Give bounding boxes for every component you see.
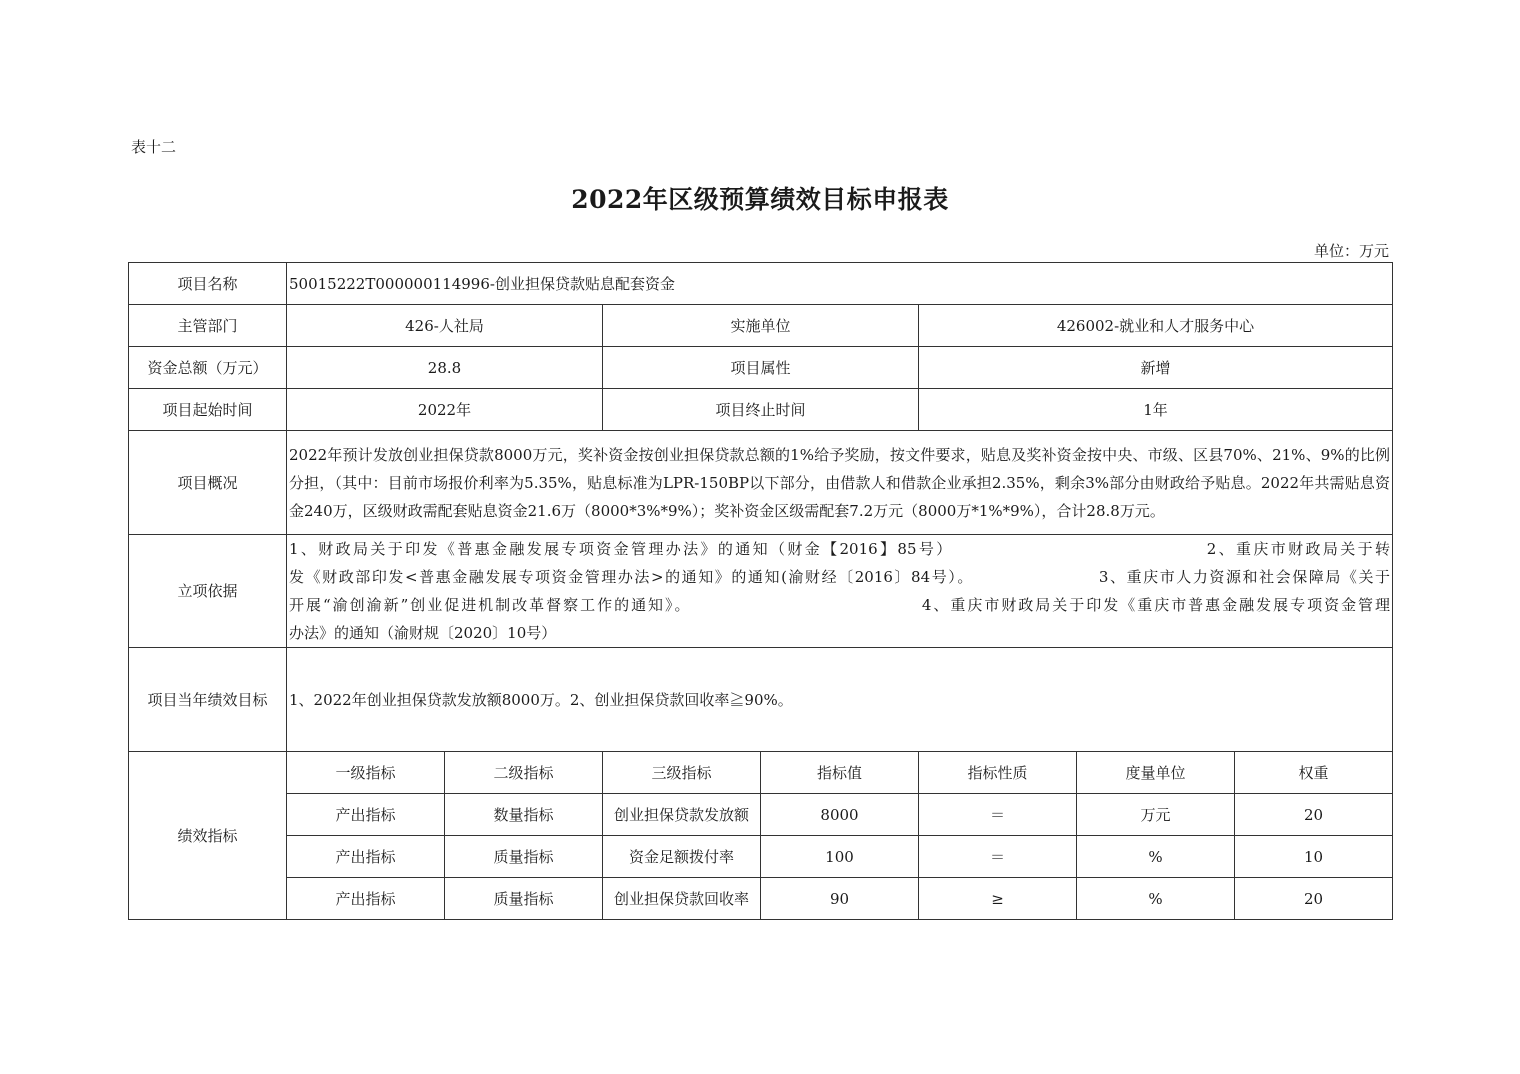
goal-label: 项目当年绩效目标 [129,648,287,752]
document-title: 2022年区级预算绩效目标申报表 [571,185,949,214]
start-time-label: 项目起始时间 [129,389,287,431]
indicator-header-cell: 度量单位 [1077,752,1235,794]
row-overview [129,431,1393,535]
implementing-unit-label: 实施单位 [603,305,919,347]
start-time-value: 2022年 [287,389,603,431]
indicator-cell: 质量指标 [445,836,603,878]
indicator-cell: ＝ [919,836,1077,878]
end-time-label: 项目终止时间 [603,389,919,431]
indicators-section-label: 绩效指标 [129,752,287,920]
department-label: 主管部门 [129,305,287,347]
indicator-cell: 创业担保贷款回收率 [603,878,761,920]
indicator-cell: 质量指标 [445,878,603,920]
project-attribute-value: 新增 [919,347,1393,389]
project-attribute-label: 项目属性 [603,347,919,389]
unit-note: 单位：万元 [1313,242,1389,260]
indicator-header-cell: 权重 [1235,752,1393,794]
indicator-cell: 10 [1235,836,1393,878]
project-name-label: 项目名称 [129,263,287,305]
basis-line: 办法》的通知（渝财规〔2020〕10号） [289,624,557,642]
basis-line: 开展“渝创渝新”创业促进机制改革督察工作的通知》。 4、重庆市财政局关于印发《重庆市普惠金融发展专项资金管理 [289,596,1391,614]
basis-line: 1、财政局关于印发《普惠金融发展专项资金管理办法》的通知（财金【2016】85号） 2、重庆市财政局关于转 [289,540,1391,558]
indicator-cell: 90 [761,878,919,920]
indicator-cell: ＝ [919,794,1077,836]
indicator-cell: ≥ [919,878,1077,920]
row-project-name [129,263,1393,305]
overview-text: 2022年预计发放创业担保贷款8000万元，奖补资金按创业担保贷款总额的1%给予奖励，按文件要求，贴息及奖补资金按中央、市级、区县70%、21%、9%的比例分担，（其中：目前市场报价利率为5.35%，贴息标准为LPR-150BP以下部分，由借款人和借款企业承担2.35%，剩余3%部分由财政给予贴息。2022年共需贴息资金240万，区级财政需配套贴息资金21.6万（8000*3%*9%）；奖补资金区级需配套7.2万元（8000万*1%*9%），合计28.8万元。 [287,431,1393,535]
indicator-cell: % [1077,836,1235,878]
indicator-cell: 100 [761,836,919,878]
row-goal [129,648,1393,752]
indicator-cell: 产出指标 [287,878,445,920]
indicator-cell: 产出指标 [287,794,445,836]
row-basis [129,535,1393,648]
indicator-header-cell: 指标性质 [919,752,1077,794]
table-number: 表十二 [131,138,177,156]
indicator-row [129,836,1393,878]
indicator-cell: 8000 [761,794,919,836]
indicator-cell: 数量指标 [445,794,603,836]
department-value: 426-人社局 [287,305,603,347]
indicator-row [129,794,1393,836]
indicator-cell: 万元 [1077,794,1235,836]
row-department [129,305,1393,347]
indicator-cell: % [1077,878,1235,920]
basis-text [287,535,1393,648]
fund-total-label: 资金总额（万元） [129,347,287,389]
fund-total-value: 28.8 [287,347,603,389]
indicator-cell: 20 [1235,794,1393,836]
indicator-header-row [129,752,1393,794]
end-time-value: 1年 [919,389,1393,431]
basis-line: 发《财政部印发<普惠金融发展专项资金管理办法>的通知》的通知(渝财经〔2016〕84号）。 3、重庆市人力资源和社会保障局《关于 [289,568,1391,586]
project-name-value: 50015222T000000114996-创业担保贷款贴息配套资金 [287,263,1393,305]
row-period [129,389,1393,431]
indicator-row [129,878,1393,920]
indicator-header-cell: 一级指标 [287,752,445,794]
indicator-cell: 创业担保贷款发放额 [603,794,761,836]
indicator-header-cell: 指标值 [761,752,919,794]
indicator-header-cell: 三级指标 [603,752,761,794]
performance-target-form [128,262,1393,920]
implementing-unit-value: 426002-就业和人才服务中心 [919,305,1393,347]
overview-label: 项目概况 [129,431,287,535]
goal-text: 1、2022年创业担保贷款发放额8000万。2、创业担保贷款回收率≧90%。 [287,648,1393,752]
indicator-header-cell: 二级指标 [445,752,603,794]
basis-label: 立项依据 [129,535,287,648]
indicator-cell: 产出指标 [287,836,445,878]
indicator-cell: 20 [1235,878,1393,920]
row-fund [129,347,1393,389]
indicator-cell: 资金足额拨付率 [603,836,761,878]
